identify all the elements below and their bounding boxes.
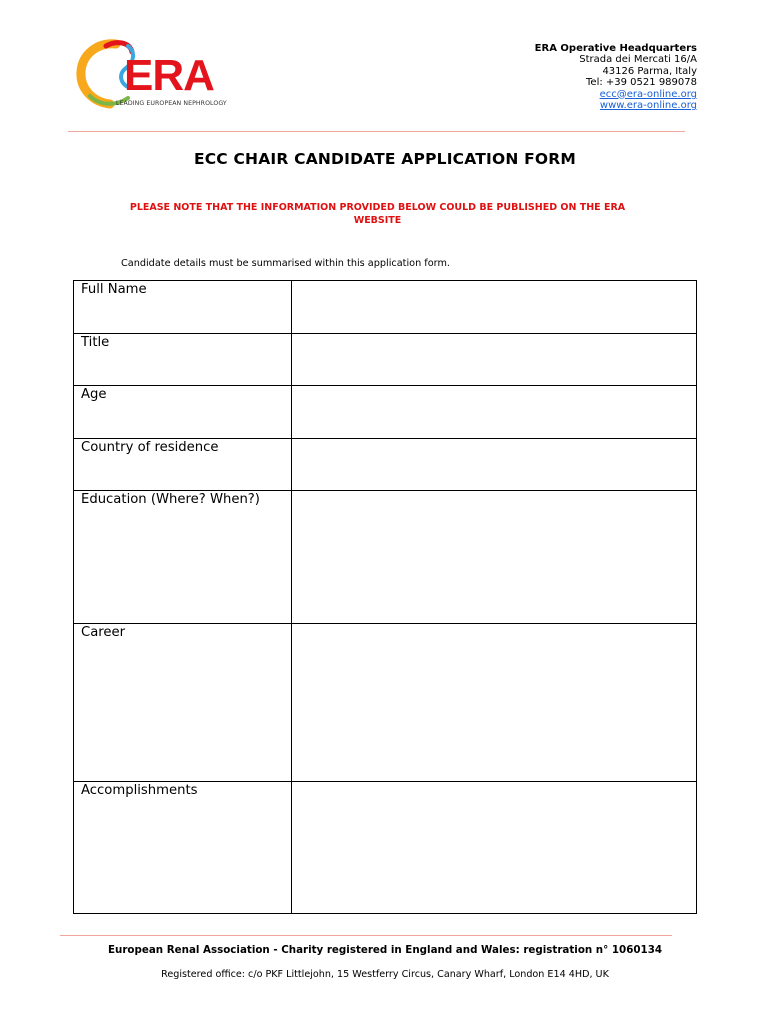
street-address: Strada dei Mercati 16/A	[579, 54, 697, 66]
table-row	[74, 491, 697, 624]
education-field[interactable]	[292, 491, 697, 624]
page-title: ECC CHAIR CANDIDATE APPLICATION FORM	[193, 150, 577, 168]
field-label: Full Name	[74, 281, 292, 334]
table-row	[74, 782, 697, 914]
full-name-field[interactable]	[292, 281, 697, 334]
table-row	[74, 624, 697, 782]
contact-address	[535, 43, 697, 111]
application-form-table	[73, 280, 697, 914]
accomplishments-field[interactable]	[292, 782, 697, 914]
era-logo	[76, 38, 236, 112]
table-row	[74, 281, 697, 334]
charity-registration: European Renal Association - Charity registered in England and Wales: registration n° 1060134	[107, 944, 663, 956]
instruction-text: Candidate details must be summarised within this application form.	[121, 258, 450, 269]
table-row	[74, 439, 697, 491]
field-label: Accomplishments	[74, 782, 292, 914]
website-link[interactable]: www.era-online.org	[599, 100, 697, 112]
city-address: 43126 Parma, Italy	[602, 65, 697, 77]
telephone: Tel: +39 0521 989078	[586, 77, 697, 89]
title-field[interactable]	[292, 334, 697, 386]
table-row	[74, 334, 697, 386]
field-label: Education (Where? When?)	[74, 491, 292, 624]
email-link[interactable]: ecc@era-online.org	[599, 88, 697, 100]
header-divider	[68, 131, 685, 132]
era-tagline: LEADING EUROPEAN NEPHROLOGY	[116, 100, 227, 107]
field-label: Title	[74, 334, 292, 386]
table-row	[74, 386, 697, 439]
career-field[interactable]	[292, 624, 697, 782]
field-label: Age	[74, 386, 292, 439]
registered-office: Registered office: c/o PKF Littlejohn, 15 Westferry Circus, Canary Wharf, London E14 4HD, UK	[161, 969, 609, 980]
age-field[interactable]	[292, 386, 697, 439]
publication-notice: PLEASE NOTE THAT THE INFORMATION PROVIDED BELOW COULD BE PUBLISHED ON THE ERA WEBSITE	[129, 202, 626, 226]
era-wordmark: ERA	[124, 51, 214, 100]
field-label: Country of residence	[74, 439, 292, 491]
org-name: ERA Operative Headquarters	[534, 43, 697, 54]
footer-divider	[60, 935, 672, 936]
country-field[interactable]	[292, 439, 697, 491]
field-label: Career	[74, 624, 292, 782]
